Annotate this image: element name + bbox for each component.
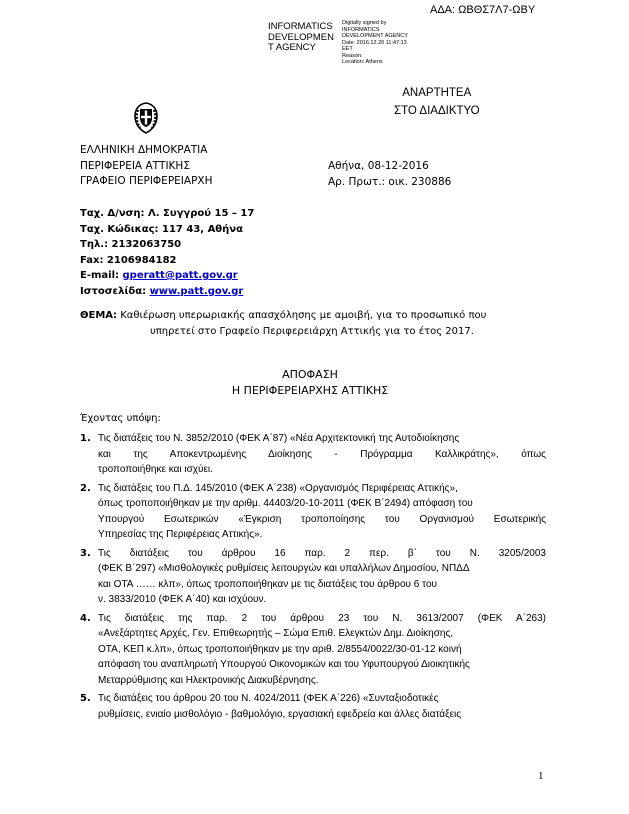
list-item: 5. Τις διατάξεις του άρθρου 20 του Ν. 4024/2011 (ΦΕΚ Α΄226) «Συνταξιοδοτικές ρυθμίσεις, ενιαίο μισθολόγιο - βαθμολόγιο, εργασιακή εφεδρεία και άλλες διατάξεις: [80, 693, 462, 720]
ada-code: ΑΔΑ: ΩΒΘΣ7Λ7-ΩΒΥ: [430, 4, 536, 16]
list-item: 1. Τις διατάξεις του Ν. 3852/2010 (ΦΕΚ Α΄87) «Νέα Αρχιτεκτονική της Αυτοδιοίκησης και της Αποκεντρωμένης Διοίκησης - Πρόγραμμα Καλλικράτης», όπως τροποποιήθηκε και ισχύει.: [80, 433, 546, 475]
list-item: 4. Τις διατάξεις της παρ. 2 του άρθρου 23 του Ν. 3613/2007 (ΦΕΚ Α΄263) «Ανεξάρτητες Αρχές, Γεν. Επιθεωρητής – Σώμα Επιθ. Ελεγκτών Δημ. Διοίκησης, ΟΤΑ, ΚΕΠ κ.λπ», όπως τροποποιήθηκαν με την αριθ. 2/8554/0022/30-01-12 κοινή απόφαση του αναπληρωτή Υπουργού Οικονομικών και του Υφυπουργού Διοικητικής Μεταρρύθμισης και Ηλεκτρονικής Διακυβέρνησης.: [80, 612, 546, 686]
subject-line-1: Καθιέρωση υπερωριακής απασχόλησης με αμοιβή, για το προσωπικό που: [117, 310, 487, 321]
subject-label: ΘΕΜΑ:: [80, 310, 118, 321]
signature-details: Digitally signed by INFORMATICS DEVELOPMENT AGENCY Date: 2016.12.20 11:47:13 EET Reason: Location: Athens: [342, 20, 408, 65]
list-item: 3. Τις διατάξεις του άρθρου 16 παρ. 2 περ. β΄ του Ν. 3205/2003 (ΦΕΚ Β΄297) «Μισθολογικές ρυθμίσεις λειτουργών και υπαλλήλων Δημοσίου, ΝΠΔΔ και ΟΤΑ …… κλπ», όπως τροποποιήθηκαν με τις διατάξεις του άρθρου 6 του ν. 3833/2010 (ΦΕΚ Α΄40) και ισχύουν.: [80, 547, 546, 605]
doc-protocol: Αρ. Πρωτ.: οικ. 230886: [328, 175, 452, 188]
issuer-region: ΠΕΡΙΦΕΡΕΙΑ ΑΤΤΙΚΗΣ: [80, 159, 190, 172]
subject-block: [80, 308, 486, 340]
contact-email-row: E-mail: gperatt@patt.gov.gr: [80, 270, 238, 281]
issuer-country: ΕΛΛΗΝΙΚΗ ΔΗΜΟΚΡΑΤΙΑ: [80, 144, 208, 156]
contact-site-row: Ιστοσελίδα: www.patt.gov.gr: [80, 285, 244, 297]
issuer-office: ΓΡΑΦΕΙΟ ΠΕΡΙΦΕΡΕΙΑΡΧΗ: [80, 175, 213, 187]
website-link[interactable]: www.patt.gov.gr: [149, 285, 244, 297]
list-item: 2. Τις διατάξεις του Π.Δ. 145/2010 (ΦΕΚ Α΄238) «Οργανισμός Περιφέρειας Αττικής», όπως τροποποιήθηκαν με την αριθμ. 44403/20-10-2011 (ΦΕΚ Β΄2494) απόφαση του Υπουργού Εσωτερικών «Έγκριση τροποποίησης του Οργανισμού Εσωτερικής Υπηρεσίας της Περιφέρειας Αττικής».: [80, 482, 546, 540]
decision-title: ΑΠΟΦΑΣΗ Η ΠΕΡΙΦΕΡΕΙΑΡΧΗΣ ΑΤΤΙΚΗΣ: [231, 368, 389, 397]
contact-fax: Fax: 2106984182: [80, 254, 177, 266]
contact-block: [80, 206, 254, 299]
doc-date: Αθήνα, 08-12-2016: [328, 160, 429, 172]
doc-date-protocol: [328, 159, 451, 190]
email-link[interactable]: gperatt@patt.gov.gr: [122, 270, 238, 281]
intro-text: Έχοντας υπόψη:: [80, 413, 161, 424]
issuer-header: [80, 143, 213, 190]
greek-emblem-icon: [128, 100, 164, 136]
contact-postal: Ταχ. Κώδικας: 117 43, Αθήνα: [80, 223, 243, 235]
page-number: 1: [538, 770, 544, 782]
signature-organization: INFORMATICS DEVELOPMEN T AGENCY: [268, 21, 334, 53]
contact-phone: Τηλ.: 2132063750: [80, 239, 182, 250]
publish-notice: ΑΝΑΡΤΗΤΕΑ ΣΤΟ ΔΙΑΔΙΚΤΥΟ: [394, 87, 480, 117]
considerations-list: [80, 431, 546, 725]
subject-line-2: υπηρετεί στο Γραφείο Περιφερειάρχη Αττικής για το έτος 2017.: [150, 326, 474, 337]
contact-address: Ταχ. Δ/νση: Λ. Συγγρού 15 – 17: [80, 208, 255, 219]
